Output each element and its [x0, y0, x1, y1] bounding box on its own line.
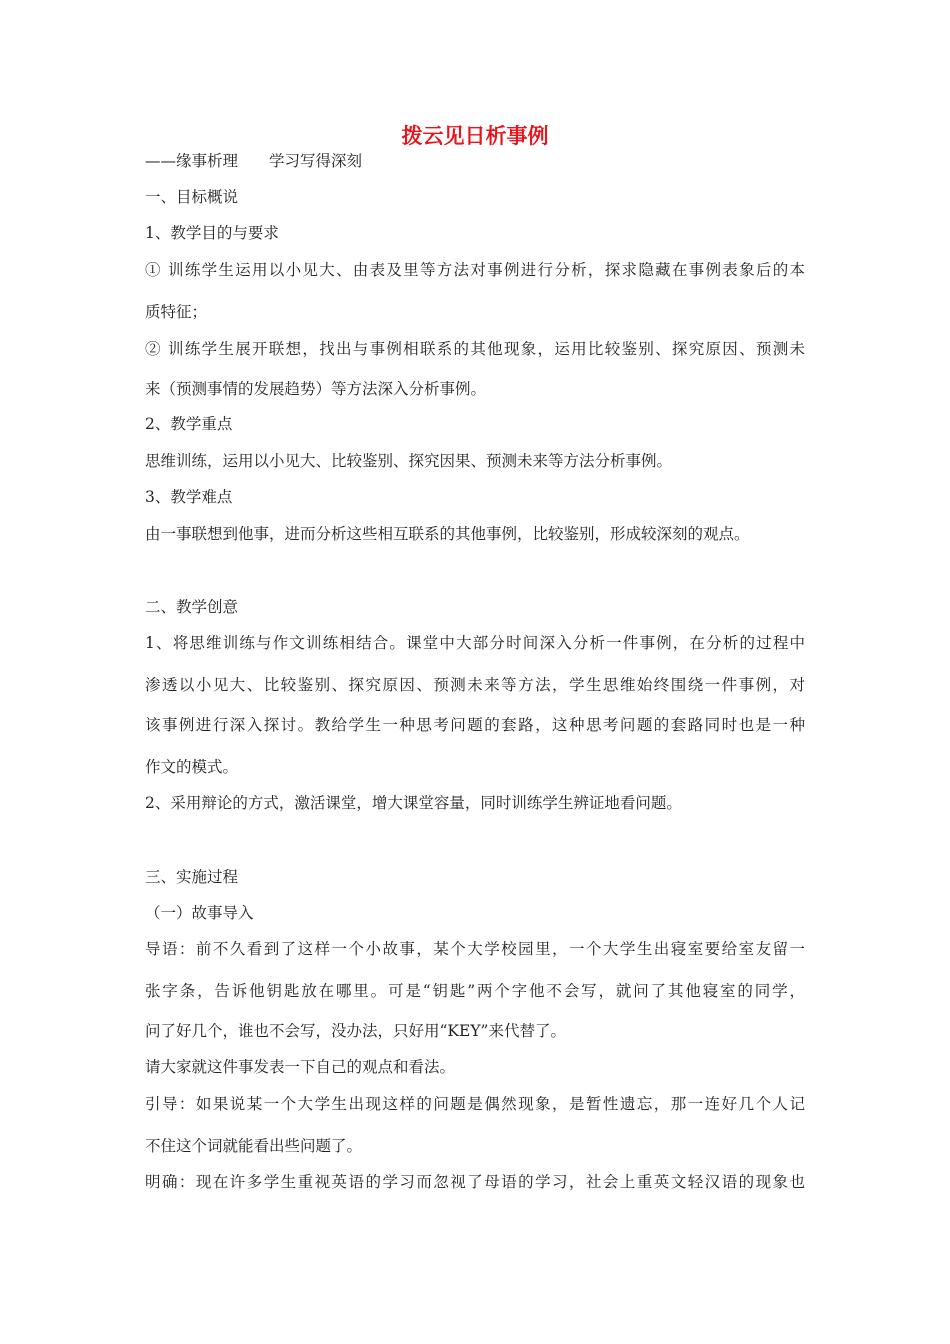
- section-heading-1: 一、目标概说: [145, 188, 239, 206]
- subsection-heading: 1、教学目的与要求: [145, 224, 279, 242]
- paragraph-line: 1、将思维训练与作文训练相结合。课堂中大部分时间深入分析一件事例，在分析的过程中: [145, 634, 805, 652]
- paragraph-line: 请大家就这件事发表一下自己的观点和看法。: [145, 1058, 456, 1076]
- paragraph-line: 不住这个词就能看出些问题了。: [145, 1137, 363, 1155]
- paragraph-line: 作文的模式。: [145, 758, 239, 776]
- document-subtitle: ——缘事析理 学习写得深刻: [145, 152, 363, 170]
- paragraph-line: 问了好几个，谁也不会写，没办法，只好用“KEY”来代替了。: [145, 1022, 566, 1040]
- paragraph-line: 渗透以小见大、比较鉴别、探究原因、预测未来等方法，学生思维始终围绕一件事例，对: [145, 676, 805, 694]
- section-heading-3: 三、实施过程: [145, 868, 239, 886]
- paragraph-line: 由一事联想到他事，进而分析这些相互联系的其他事例，比较鉴别，形成较深刻的观点。: [145, 525, 750, 543]
- document-title: 拨云见日析事例: [401, 123, 549, 148]
- paragraph-line: 来（预测事情的发展趋势）等方法深入分析事例。: [145, 380, 487, 398]
- subsection-heading: （一）故事导入: [145, 904, 254, 922]
- paragraph-line: 导语：前不久看到了这样一个小故事，某个大学校园里，一个大学生出寝室要给室友留一: [145, 940, 805, 958]
- paragraph-line: ② 训练学生展开联想，找出与事例相联系的其他现象，运用比较鉴别、探究原因、预测未: [145, 340, 805, 358]
- paragraph-line: 引导：如果说某一个大学生出现这样的问题是偶然现象，是暂性遗忘，那一连好几个人记: [145, 1095, 805, 1113]
- paragraph-line: 思维训练，运用以小见大、比较鉴别、探究因果、预测未来等方法分析事例。: [145, 452, 673, 470]
- paragraph-line: 该事例进行深入探讨。教给学生一种思考问题的套路，这种思考问题的套路同时也是一种: [145, 716, 805, 734]
- paragraph-line: ① 训练学生运用以小见大、由表及里等方法对事例进行分析，探求隐藏在事例表象后的本: [145, 261, 805, 279]
- paragraph-line: 张字条，告诉他钥匙放在哪里。可是“钥匙”两个字他不会写，就问了其他寝室的同学，: [145, 982, 805, 1000]
- section-heading-2: 二、教学创意: [145, 598, 239, 616]
- paragraph-line: 质特征；: [145, 303, 208, 321]
- subsection-heading: 2、教学重点: [145, 415, 233, 433]
- paragraph-line: 2、采用辩论的方式，激活课堂，增大课堂容量，同时训练学生辨证地看问题。: [145, 794, 682, 812]
- paragraph-line: 明确：现在许多学生重视英语的学习而忽视了母语的学习，社会上重英文轻汉语的现象也: [145, 1173, 805, 1191]
- subsection-heading: 3、教学难点: [145, 488, 233, 506]
